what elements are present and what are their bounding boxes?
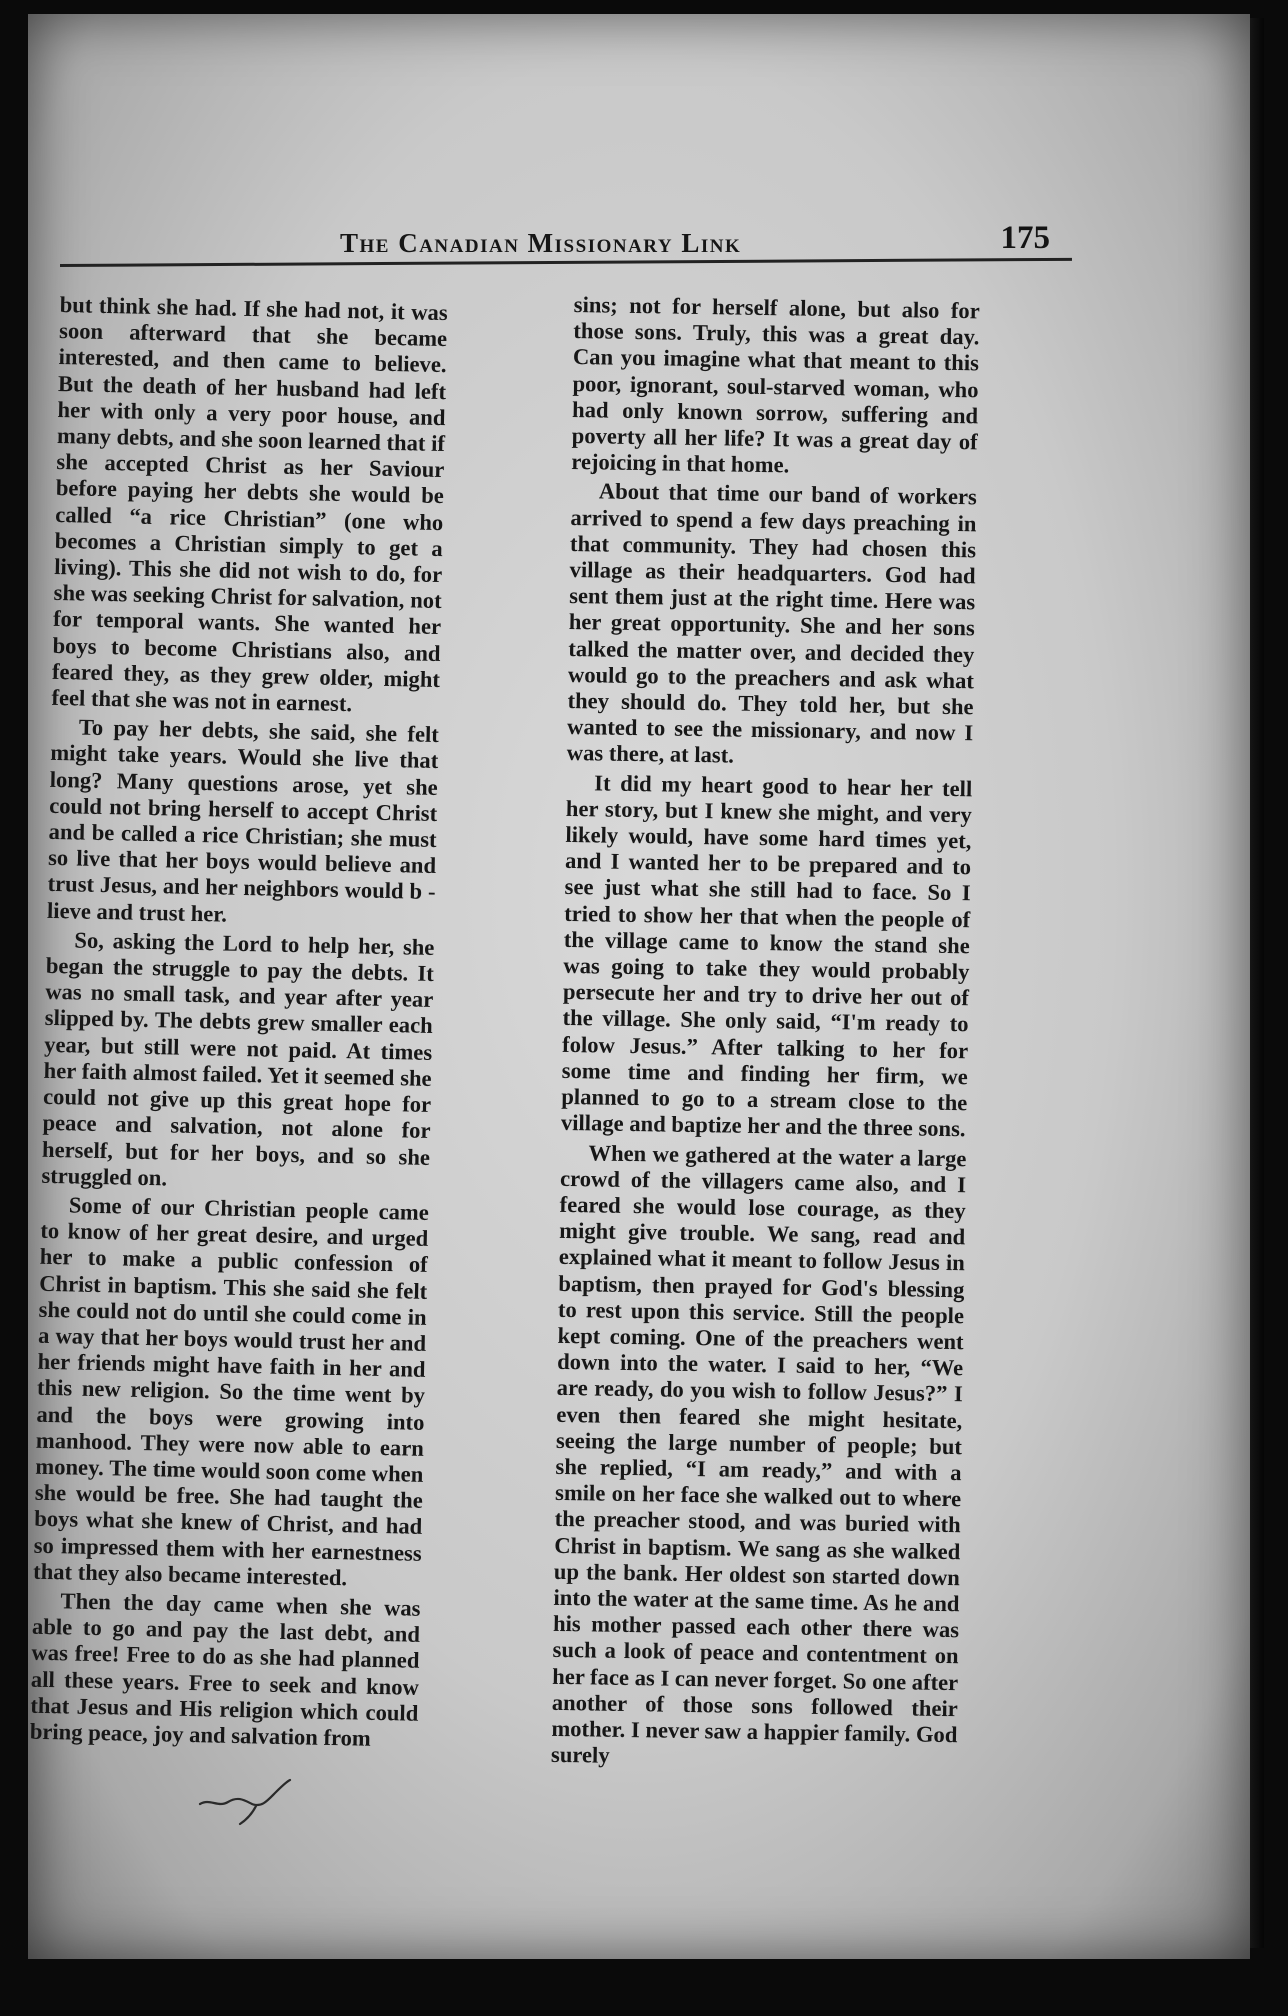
right-column: [551, 292, 980, 1778]
left-paragraph-1: but think she had. If she had not, it was soon afterward that she became interested, and then came to believe. But the death of her husband had left her with only a very poor house, and many debts, and she soon learned that if she accepted Christ as her Saviour before paying her debts she would be called “a rice Christian” (one who becomes a Christian simply to get a living). This she did not wish to do, for she was seeking Christ for salvation, not for temporal wants. She wanted her boys to become Christians also, and feared they, as they grew older, might feel that she was not in earnest.: [51, 292, 448, 717]
journal-title: The Canadian Missionary Link: [340, 228, 742, 258]
running-header: [60, 208, 1070, 266]
page-number: 175: [1000, 220, 1050, 256]
left-paragraph-4: Some of our Christian people came to know of her great desire, and urged her to make a public confession of Christ in baptism. This she said she felt she could not do until she could come in a way that her boys would trust her and her friends might have faith in her and this new religion. So the time went by and the boys were growing into manhood. They were now able to earn money. The time would soon come when she would be free. She had taught the boys what she knew of Christ, and had so impressed them with her earnestness that they also became interested.: [32, 1192, 430, 1591]
right-paragraph-4: When we gathered at the water a large crowd of the villagers came also, and I feared she would lose courage, as they might give trouble. We sang, read and explained what it meant to follow Jesus in baptism, then prayed for God's blessing to rest upon this service. Still the people kept coming. One of the preachers went down into the water. I said to her, “We are ready, do you wish to follow Jesus?” I even then feared she might hesitate, seeing the large number of people; but she replied, “I am ready,” and with a smile on her face she walked out to where the preacher stood, and was buried with Christ in baptism. We sang as she walked up the bank. Her oldest son started down into the water at the same time. As he and his mother passed each other there was such a look of peace and contentment on her face as I can never forget. So one after another of those sons followed their mother. I never saw a happier family. God surely: [550, 1139, 967, 1768]
right-paragraph-2: About that time our band of workers arrived to spend a few days preaching in that community. They had chosen this village as their headquarters. God had sent them just at the right time. Here was her great opportunity. She and her sons talked the matter over, and decided they would go to the preachers and ask what they should do. They told her, but she wanted to see the missionary, and now I was there, at last.: [566, 478, 978, 769]
right-paragraph-3: It did my heart good to hear her tell her story, but I knew she might, and very likely would, have some hard times yet, and I wanted her to be prepared and to see just what she still had to face. So I tried to show her that when the people of the village came to know the stand she was going to take they would probably persecute her and try to drive her out of the village. She only said, “I'm ready to folow Jesus.” After talking to her for some time and finding her firm, we planned to go to a stream close to the village and baptize her and the three sons.: [560, 770, 973, 1142]
left-paragraph-5: Then the day came when she was able to go and pay the last debt, and was free! Free to do as she had planned all these years. Free to seek and know that Jesus and His religion which could bring peace, joy and salvation from: [29, 1588, 421, 1751]
pencil-scribble: [196, 1778, 296, 1826]
left-column: [30, 292, 448, 1756]
right-paragraph-1: sins; not for herself alone, but also for those sons. Truly, this was a great day. Can you imagine what that meant to this poor, ignorant, soul-starved woman, who had only known sorrow, suffering and poverty all her life? It was a great day of rejoicing in that home.: [571, 292, 980, 478]
left-paragraph-2: To pay her debts, she said, she felt might take years. Would she live that long? Many questions arose, yet she could not bring herself to accept Christ and be called a rice Christian; she must so live that her boys would believe and trust Jesus, and her neighbors would b - lieve and trust her.: [46, 714, 440, 927]
left-paragraph-3: So, asking the Lord to help her, she began the struggle to pay the debts. It was no small task, and year after year slipped by. The debts grew smaller each year, but still were not paid. At times her faith almost failed. Yet it seemed she could not give up this great hope for peace and salvation, not alone for herself, but for her boys, and so she struggled on.: [41, 927, 435, 1191]
